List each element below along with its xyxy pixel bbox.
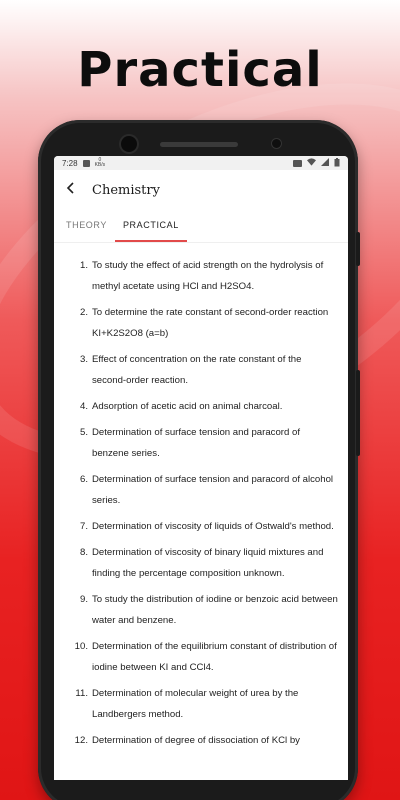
list-item bbox=[72, 469, 338, 511]
item-number: 3. bbox=[79, 354, 88, 365]
item-text: To determine the rate constant of second-order reaction KI+K2S2O8 (a=b) bbox=[92, 307, 329, 339]
item-number: 12. bbox=[74, 735, 88, 746]
list-item bbox=[72, 255, 338, 297]
list-item bbox=[72, 516, 338, 537]
promo-headline: Practical bbox=[77, 42, 323, 98]
app-screen bbox=[54, 156, 348, 780]
item-text: Determination of the equilibrium constant of distribution of iodine between KI and CCl4. bbox=[92, 641, 337, 673]
battery-icon bbox=[334, 158, 340, 169]
volte-icon bbox=[293, 160, 302, 167]
list-item bbox=[72, 542, 338, 584]
item-number: 4. bbox=[79, 401, 88, 412]
network-speed-value: 0 bbox=[98, 157, 102, 163]
item-text: To study the distribution of iodine or benzoic acid between water and benzene. bbox=[92, 594, 338, 626]
item-text: Determination of surface tension and paracord of alcohol series. bbox=[92, 474, 334, 506]
item-text: Determination of molecular weight of urea by the Landbergers method. bbox=[92, 688, 299, 720]
list-item bbox=[72, 302, 338, 344]
item-number: 7. bbox=[79, 521, 88, 532]
earpiece bbox=[160, 142, 238, 147]
status-bar bbox=[54, 156, 348, 170]
list-item bbox=[72, 636, 338, 678]
item-number: 11. bbox=[75, 688, 88, 699]
item-text: Adsorption of acetic acid on animal charcoal. bbox=[92, 401, 283, 412]
list-item bbox=[72, 422, 338, 464]
item-text: Determination of viscosity of binary liquid mixtures and finding the percentage composition unknown. bbox=[92, 547, 324, 579]
back-arrow-icon[interactable] bbox=[66, 181, 84, 199]
wifi-icon bbox=[307, 158, 316, 168]
list-item bbox=[72, 683, 338, 725]
practical-list bbox=[54, 243, 348, 751]
front-camera bbox=[121, 136, 137, 152]
signal-icon bbox=[321, 158, 329, 168]
network-speed-unit: KB/s bbox=[94, 162, 106, 168]
network-speed bbox=[95, 158, 106, 168]
item-number: 8. bbox=[79, 547, 88, 558]
list-item bbox=[72, 730, 338, 751]
item-text: Determination of viscosity of liquids of Ostwald's method. bbox=[92, 521, 334, 532]
item-number: 6. bbox=[79, 474, 88, 485]
list-item bbox=[72, 349, 338, 391]
power-button bbox=[356, 370, 360, 456]
item-text: To study the effect of acid strength on the hydrolysis of methyl acetate using HCl and H2SO4. bbox=[92, 260, 324, 292]
item-number: 5. bbox=[79, 427, 88, 438]
list-item bbox=[72, 589, 338, 631]
tab-practical[interactable]: PRACTICAL bbox=[115, 210, 187, 242]
item-text: Determination of degree of dissociation of KCl by bbox=[92, 735, 300, 746]
item-number: 1. bbox=[79, 260, 88, 271]
item-text: Effect of concentration on the rate constant of the second-order reaction. bbox=[92, 354, 302, 386]
app-toolbar bbox=[54, 170, 348, 210]
tab-theory[interactable]: THEORY bbox=[66, 220, 107, 230]
gallery-notification-icon bbox=[83, 160, 90, 167]
proximity-sensor bbox=[272, 139, 281, 148]
item-number: 2. bbox=[79, 307, 88, 318]
item-text: Determination of surface tension and paracord of benzene series. bbox=[92, 427, 300, 459]
volume-button bbox=[356, 232, 360, 266]
page-title: Chemistry bbox=[92, 182, 160, 198]
status-time: 7:28 bbox=[62, 158, 78, 168]
item-number: 10. bbox=[74, 641, 88, 652]
list-item bbox=[72, 396, 338, 417]
tab-bar bbox=[54, 210, 348, 242]
item-number: 9. bbox=[79, 594, 88, 605]
